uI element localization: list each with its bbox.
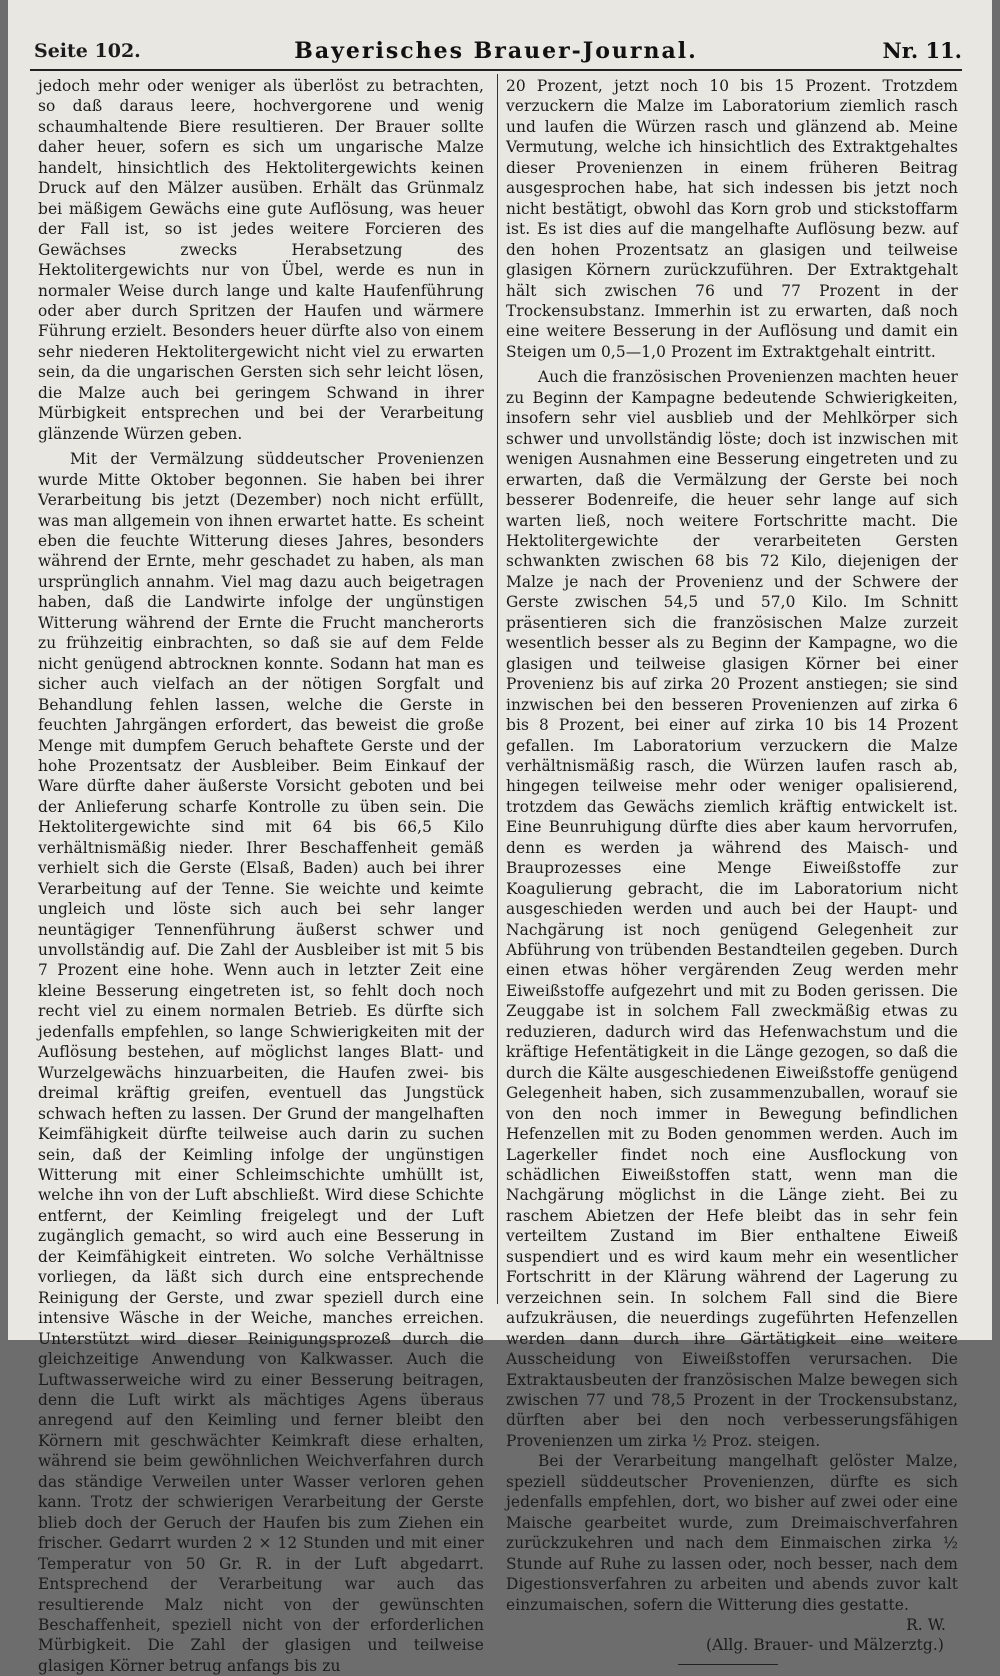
issue-number: Nr. 11. — [882, 38, 962, 63]
header-rule — [30, 69, 962, 71]
right-paragraph-3: Bei der Verarbeitung mangelhaft gelöster Malze, speziell süddeutscher Provenienzen, dürfte es sich jedenfalls empfehlen, dort, wo bisher auf zwei oder eine Maische gearbeitet wurde, zum Dreimaischverfahren zurückzukehren und nach dem Einmaischen zirka ½ Stunde auf Ruhe zu lassen oder, noch besser, nach dem Digestionsverfahren zu arbeiten und abends zuvor kalt einzumaischen, sofern die Witterung dies gestatte. — [506, 1452, 958, 1614]
left-paragraph-1: jedoch mehr oder weniger als überlöst zu betrachten, so daß daraus leere, hochvergorene und wenig schaumhaltende Biere resultieren. Der Brauer sollte daher heuer, sofern es sich um ungarische Malze handelt, hinsichtlich des Hektolitergewichts keinen Druck auf den Mälzer ausüben. Erhält das Grünmalz bei mäßigem Gewächs eine gute Auflösung, was heuer der Fall ist, so ist jedes weitere Forcieren des Gewächses zwecks Herabsetzung des Hektolitergewichts nur von Übel, werde es nun in normaler Weise durch lange und kalte Haufenführung oder aber durch Spritzen der Haufen und wärmere Führung erzielt. Besonders heuer dürfte also von einem sehr niederen Hektolitergewicht nicht viel zu erwarten sein, da die ungarischen Gersten sich sehr leicht lösen, die Malze auch bei geringem Schwand in ihrer Mürbigkeit entsprechen und bei der Verarbeitung glänzende Würzen geben. — [38, 77, 484, 443]
right-paragraph-2: Auch die französischen Provenienzen machten heuer zu Beginn der Kampagne bedeutende Schwierigkeiten, insofern sehr viel ausblieb und der Mehlkörper sich schwer und unvollständig löste; doch ist inzwischen mit wenigen Ausnahmen eine Besserung eingetreten und zu erwarten, daß die Vermälzung der Gerste bei noch besserer Bodenreife, die heuer sehr lange auf sich warten ließ, noch weitere Fortschritte macht. Die Hektolitergewichte der verarbeiteten Gersten schwankten zwischen 68 bis 72 Kilo, diejenigen der Malze je nach der Provenienz und der Schwere der Gerste zwischen 54,5 und 57,0 Kilo. Im Schnitt präsentieren sich die französischen Malze zurzeit wesentlich besser als zu Beginn der Kampagne, wo die glasigen und teilweise glasigen Körner bei einer Provenienz bis auf zirka 20 Prozent anstiegen; sie sind inzwischen bei den besseren Provenienzen auf zirka 6 bis 8 Prozent, bei einer auf zirka 10 bis 14 Prozent gefallen. Im Laboratorium verzuckern die Malze verhältnismäßig rasch, die Würzen laufen rasch ab, hingegen teilweise mehr oder weniger opalisierend, trotzdem das Gewächs ziemlich kräftig entwickelt ist. Eine Beunruhigung dürfte dies aber kaum hervorrufen, denn es werden ja während des Maisch- und Brauprozesses eine Menge Eiweißstoffe zur Koagulierung gebracht, die im Laboratorium nicht ausgeschieden werden und auch bei der Haupt- und Nachgärung ist noch genügend Gelegenheit zur Abführung von trübenden Bestandteilen gegeben. Durch einen etwas höher vergärenden Zeug werden mehr Eiweißstoffe aufgezehrt und mit zu Boden gerissen. Die Zeuggabe ist in solchem Fall zweckmäßig etwas zu reduzieren, dadurch wird das Hefenwachstum und die kräftige Hefentätigkeit in die Länge gezogen, so daß die durch die Kälte ausgeschiedenen Eiweißstoffe genügend Gelegenheit haben, sich zusammenzuballen, worauf sie von den noch immer in Bewegung befindlichen Hefenzellen mit zu Boden genommen werden. Auch im Lagerkeller findet noch eine Ausflockung von schädlichen Eiweißstoffen statt, wenn man die Nachgärung möglichst in die Länge zieht. Bei zu raschem Abietzen der Hefe bleibt das in sehr fein verteiltem Zustand im Bier enthaltene Eiweiß suspendiert und es wird kaum mehr ein wesentlicher Fortschritt in der Klärung während der Lagerung zu verzeichnen sein. In solchem Fall sind die Biere aufzukräusen, die neuerdings zugeführten Hefenzellen werden dann durch ihre Gärtätigkeit eine weitere Ausscheidung von Eiweißstoffen verursachen. Die Extraktausbeuten der französischen Malze bewegen sich zwischen 77 und 78,5 Prozent in der Trockensubstanz, dürften aber bei den noch verbesserungsfähigen Provenienzen um zirka ½ Proz. steigen. — [506, 368, 958, 1450]
column-divider — [497, 74, 498, 1304]
journal-page — [8, 0, 992, 1675]
right-paragraph-1: 20 Prozent, jetzt noch 10 bis 15 Prozent. Trotzdem verzuckern die Malze im Laboratorium ziemlich rasch und laufen die Würzen rasch und glänzend ab. Meine Vermutung, welche ich hinsichtlich des Extraktgehaltes dieser Provenienzen in einem früheren Beitrag ausgesprochen habe, hat sich indessen bis jetzt noch nicht bestätigt, obwohl das Korn grob und stickstoffarm ist. Es ist dies auf die mangelhafte Auflösung bezw. auf den hohen Prozentsatz an glasigen und teilweise glasigen Körnern zurückzuführen. Der Extraktgehalt hält sich zwischen 76 und 77 Prozent in der Trockensubstanz. Immerhin ist zu erwarten, daß noch eine weitere Besserung in der Auflösung und damit ein Steigen um 0,5—1,0 Prozent im Extraktgehalt eintritt. — [506, 77, 958, 361]
left-column — [38, 76, 484, 1675]
source-citation: (Allg. Brauer- und Mälzerztg.) — [706, 1636, 944, 1655]
journal-title: Bayerisches Brauer-Journal. — [294, 38, 698, 64]
end-rule — [678, 1664, 778, 1665]
page-label: Seite 102. — [34, 40, 141, 62]
author-signature: R. W. — [906, 1615, 946, 1634]
left-paragraph-2: Mit der Vermälzung süddeutscher Provenienzen wurde Mitte Oktober begonnen. Sie haben bei ihrer Verarbeitung bis jetzt (Dezember) noch nicht erfüllt, was man allgemein von ihnen erwartet hatte. Es scheint eben die feuchte Witterung dieses Jahres, besonders während der Ernte, mehr geschadet zu haben, als man ursprünglich annahm. Viel mag dazu auch beigetragen haben, daß die Landwirte infolge der ungünstigen Witterung während der Ernte die Frucht mancherorts zu frühzeitig einbrachten, so daß sie auf dem Felde nicht genügend abtrocknen konnte. Sodann hat man es sicher auch vielfach an der nötigen Sorgfalt und Behandlung fehlen lassen, welche die Gerste in feuchten Jahrgängen erfordert, das beweist die große Menge mit dumpfem Geruch behaftete Gerste und der hohe Prozentsatz der Ausbleiber. Beim Einkauf der Ware dürfte daher äußerste Vorsicht geboten und bei der Anlieferung scharfe Kontrolle zu üben sein. Die Hektolitergewichte sind mit 64 bis 66,5 Kilo verhältnismäßig nieder. Ihrer Beschaffenheit gemäß verhielt sich die Gerste (Elsaß, Baden) auch bei ihrer Verarbeitung auf der Tenne. Sie weichte und keimte ungleich und löste sich auch bei sehr langer neuntägiger Tennenführung äußerst schwer und unvollständig auf. Die Zahl der Ausbleiber ist mit 5 bis 7 Prozent eine hohe. Wenn auch in letzter Zeit eine kleine Besserung eingetreten ist, so fehlt doch noch recht viel zu einem normalen Betrieb. Es dürfte sich jedenfalls empfehlen, so lange Schwierigkeiten mit der Auflösung bestehen, auf möglichst langes Blatt- und Wurzelgewächs hinzuarbeiten, die Haufen zwei- bis dreimal kräftig greifen, eventuell das Jungstück schwach heften zu lassen. Der Grund der mangelhaften Keimfähigkeit dürfte teilweise auch darin zu suchen sein, daß der Keimling infolge der ungünstigen Witterung mit einer Schleimschichte umhüllt ist, welche ihn von der Luft abschließt. Wird diese Schichte entfernt, der Keimling freigelegt und der Luft zugänglich gemacht, so wird auch eine Besserung in der Keimfähigkeit eintreten. Wo solche Verhältnisse vorliegen, da läßt sich durch eine entsprechende Reinigung der Gerste, und zwar speziell durch eine intensive Wäsche in der Weiche, manches erreichen. Unterstützt wird dieser Reinigungsprozeß durch die gleichzeitige Anwendung von Kalkwasser. Auch die Luftwasserweiche wird zu einer Besserung beitragen, denn die Luft wirkt als mächtiges Agens überaus anregend auf den Keimling und ferner bleibt den Körnern mit geschwächter Keimkraft diese erhalten, während sie beim gewöhnlichen Weichverfahren durch das ständige Verweilen unter Wasser verloren gehen kann. Trotz der schwierigen Verarbeitung der Gerste blieb doch der Geruch der Haufen bis zum Ziehen ein frischer. Gedarrt wurden 2 × 12 Stunden und mit einer Temperatur von 50 Gr. R. in der Luft abgedarrt. Entsprechend der Verarbeitung war auch das resultierende Malz nicht von der gewünschten Beschaffenheit, speziell nicht von der erforderlichen Mürbigkeit. Die Zahl der glasigen und teilweise glasigen Körner betrug anfangs bis zu — [38, 450, 484, 1675]
page-header — [30, 38, 962, 66]
right-column — [506, 76, 958, 1655]
